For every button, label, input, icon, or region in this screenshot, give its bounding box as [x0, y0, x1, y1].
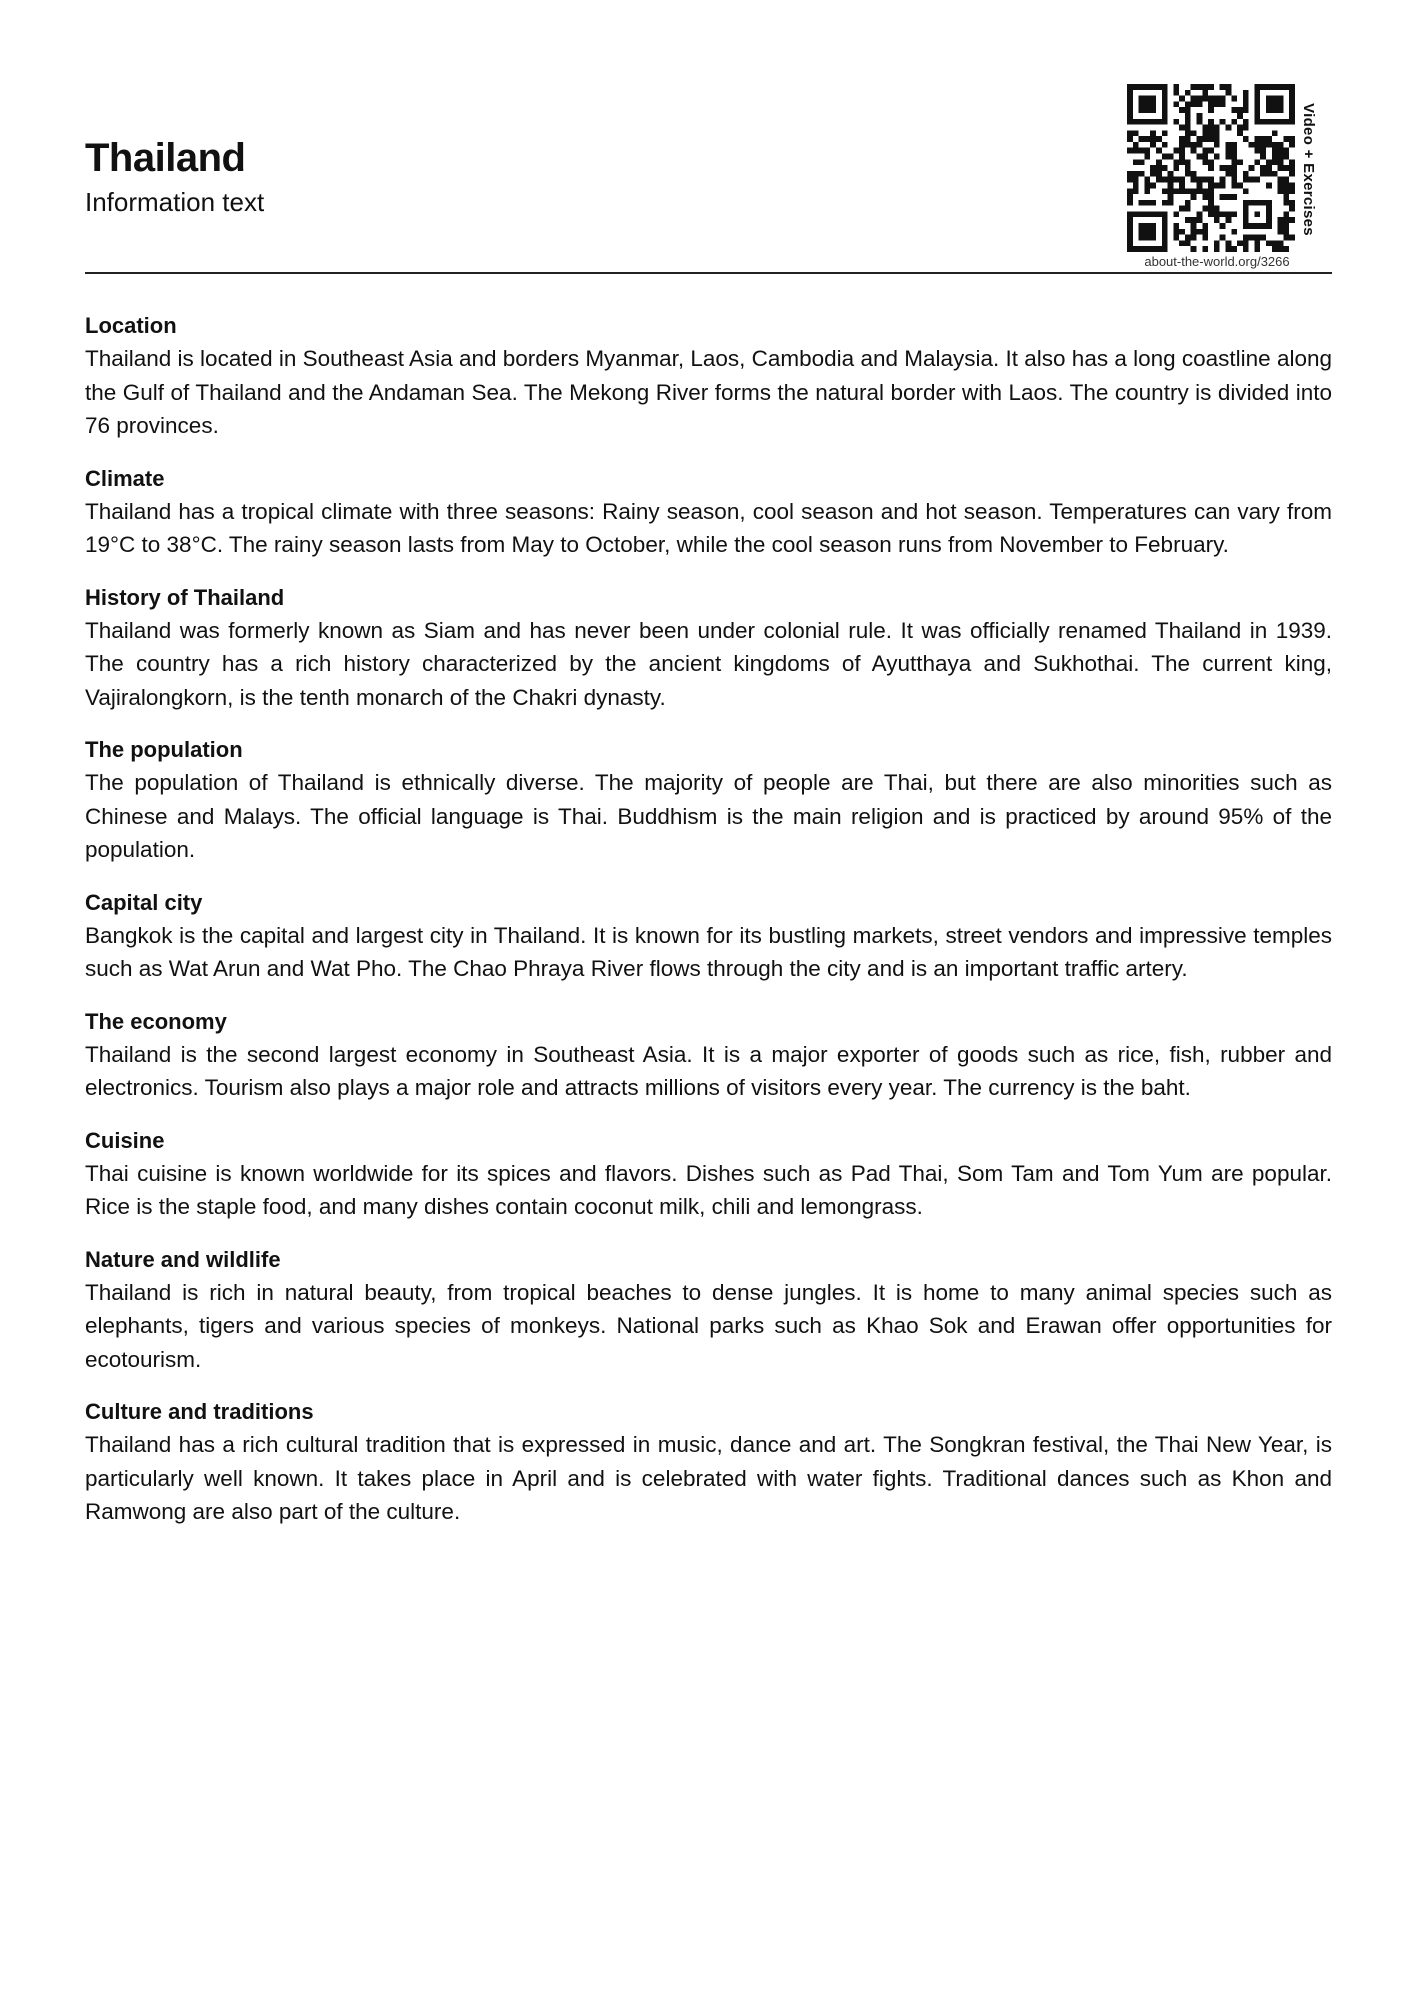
- section-location: [85, 310, 1332, 443]
- qr-side-label-text: Video + Exercises: [1299, 102, 1317, 236]
- qr-side-label: [1293, 84, 1323, 254]
- section-body: Thailand is located in Southeast Asia and borders Myanmar, Laos, Cambodia and Malaysia. It also has a long coastline along the Gulf of Thailand and the Andaman Sea. The Mekong River forms the natural border with Laos. The country is divided into 76 provinces.: [85, 346, 1332, 438]
- section-heading: Location: [85, 313, 177, 338]
- section-history: [85, 582, 1332, 715]
- section-heading: The population: [85, 737, 243, 762]
- page-title: Thailand: [85, 136, 246, 180]
- section-population: [85, 734, 1332, 867]
- section-heading: Culture and traditions: [85, 1399, 314, 1424]
- section-body: Thai cuisine is known worldwide for its spices and flavors. Dishes such as Pad Thai, Som Tam and Tom Yum are popular. Rice is the staple food, and many dishes contain coconut milk, chili and lemongrass.: [85, 1160, 1332, 1219]
- section-heading: Climate: [85, 465, 165, 491]
- section-body: Bangkok is the capital and largest city in Thailand. It is known for its bustling markets, street vendors and impressive temples such as Wat Arun and Wat Pho. The Chao Phraya River flows through the city and is an important traffic artery.: [85, 922, 1332, 981]
- section-body: Thailand has a tropical climate with three seasons: Rainy season, cool season and hot season. Temperatures can vary from 19°C to 38°C. The rainy season lasts from May to October, while the cool season runs from November to February.: [85, 498, 1332, 557]
- section-heading: The economy: [85, 1008, 227, 1034]
- qr-url-link[interactable]: about-the-world.org/3266: [1144, 254, 1290, 269]
- section-culture-traditions: [85, 1396, 1332, 1529]
- section-heading: Nature and wildlife: [85, 1246, 281, 1272]
- section-body: Thailand is the second largest economy in Southeast Asia. It is a major exporter of goods such as rice, fish, rubber and electronics. Tourism also plays a major role and attracts millions of visitors every year. The currency is the baht.: [85, 1041, 1332, 1100]
- section-body: The population of Thailand is ethnically diverse. The majority of people are Thai, but there are also minorities such as Chinese and Malays. The official language is Thai. Buddhism is the main religion and is practiced by around 95% of the population.: [85, 770, 1332, 862]
- info-text-content: [85, 310, 1332, 1549]
- section-heading: Capital city: [85, 889, 203, 915]
- section-heading: Cuisine: [85, 1127, 165, 1153]
- section-body: Thailand is rich in natural beauty, from tropical beaches to dense jungles. It is home to many animal species such as elephants, tigers and various species of monkeys. National parks such as Khao Sok and Erawan offer opportunities for ecotourism.: [85, 1279, 1332, 1372]
- section-economy: [85, 1006, 1332, 1105]
- page-subtitle: Information text: [85, 187, 265, 217]
- qr-code-icon[interactable]: [1127, 84, 1295, 252]
- section-body: Thailand was formerly known as Siam and has never been under colonial rule. It was officially renamed Thailand in 1939. The country has a rich history characterized by the ancient kingdoms of Ayutthaya and Sukhothai. The current king, Vajiralongkorn, is the tenth monarch of the Chakri dynasty.: [85, 617, 1332, 710]
- qr-block: [1117, 84, 1330, 274]
- section-heading: History of Thailand: [85, 584, 285, 610]
- section-nature-wildlife: [85, 1244, 1332, 1377]
- section-body: Thailand has a rich cultural tradition that is expressed in music, dance and art. The Songkran festival, the Thai New Year, is particularly well known. It takes place in April and is celebrated with water fights. Traditional dances such as Khon and Ramwong are also part of the culture.: [85, 1432, 1332, 1524]
- page-header: [85, 84, 1330, 274]
- section-climate: [85, 463, 1332, 562]
- section-capital-city: [85, 887, 1332, 986]
- section-cuisine: [85, 1125, 1332, 1224]
- header-divider: [85, 272, 1332, 274]
